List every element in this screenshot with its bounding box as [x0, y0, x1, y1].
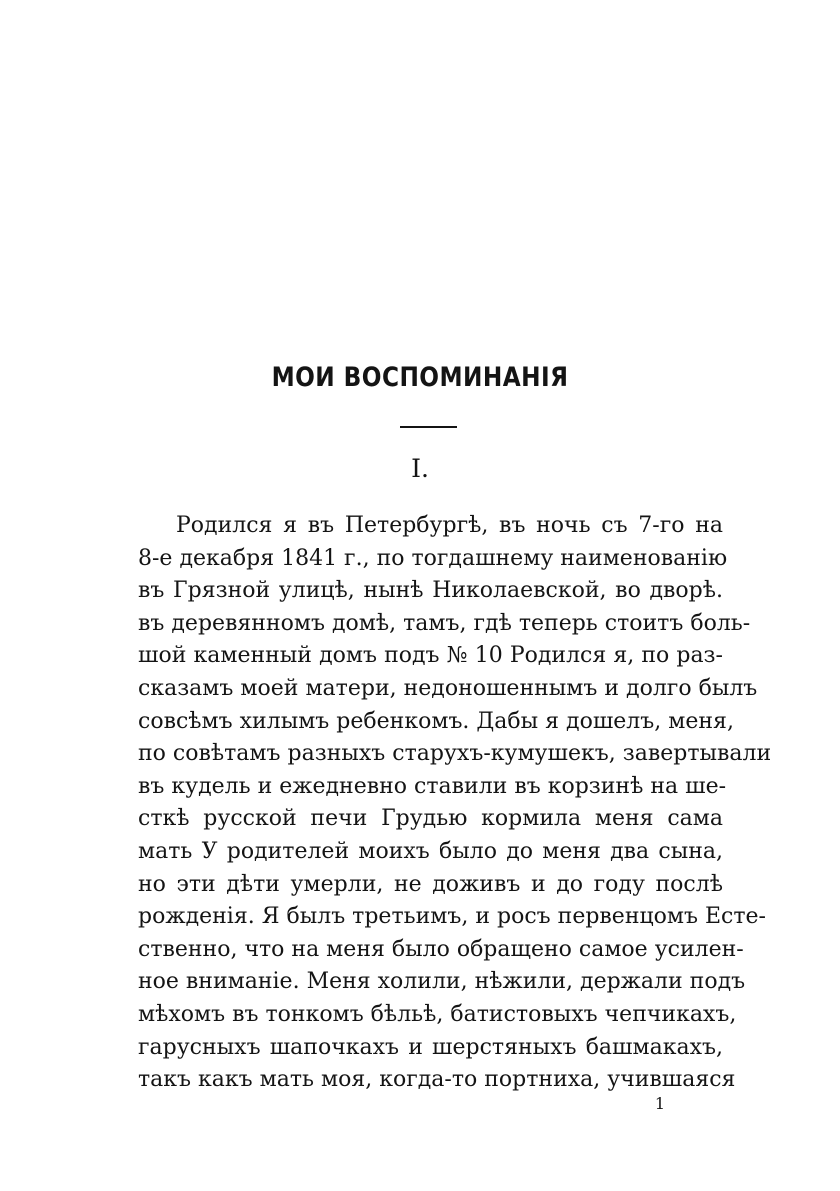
page-title: МОИ ВОСПОМИНАНІЯ: [271, 362, 569, 393]
text-line: въ кудель и ежедневно ставили въ корзинѣ на ше-: [138, 773, 727, 799]
title-divider: [400, 426, 457, 428]
text-line: мать У родителей моихъ было до меня два сына,: [138, 838, 723, 864]
text-line: 8-е декабря 1841 г., по тогдашнему наименованію: [138, 545, 728, 571]
text-line: такъ какъ мать моя, когда-то портниха, учившаяся: [138, 1067, 736, 1093]
text-line: совсѣмъ хилымъ ребенкомъ. Дабы я дошелъ, меня,: [138, 708, 734, 734]
text-line: рожденія. Я былъ третьимъ, и росъ первенцомъ Есте-: [138, 904, 766, 930]
text-line: сказамъ моей матери, недоношеннымъ и долго былъ: [138, 675, 758, 701]
text-line: Родился я въ Петербургѣ, въ ночь съ 7-го на: [176, 513, 723, 538]
text-line: мѣхомъ въ тонкомъ бѣльѣ, батистовыхъ чепчикахъ,: [138, 1001, 737, 1027]
chapter-heading: I.: [411, 454, 429, 483]
text-line: шой каменный домъ подъ № 10 Родился я, по раз-: [138, 643, 723, 669]
text-line: въ Грязной улицѣ, нынѣ Николаевской, во дворѣ.: [138, 578, 723, 604]
text-line: въ деревянномъ домѣ, тамъ, гдѣ теперь стоитъ боль-: [138, 610, 751, 636]
text-line: по совѣтамъ разныхъ старухъ-кумушекъ, завертывали: [138, 741, 772, 767]
page-number: 1: [654, 1094, 666, 1113]
text-line: сткѣ русской печи Грудью кормила меня сама: [138, 806, 723, 832]
body-paragraph: [138, 510, 772, 1097]
text-line: ное вниманіе. Меня холили, нѣжили, держали подъ: [138, 969, 746, 995]
text-line: гарусныхъ шапочкахъ и шерстяныхъ башмакахъ,: [138, 1034, 723, 1060]
text-line: но эти дѣти умерли, не доживъ и до году послѣ: [138, 871, 723, 897]
text-line: ственно, что на меня было обращено самое усилен-: [138, 936, 744, 962]
